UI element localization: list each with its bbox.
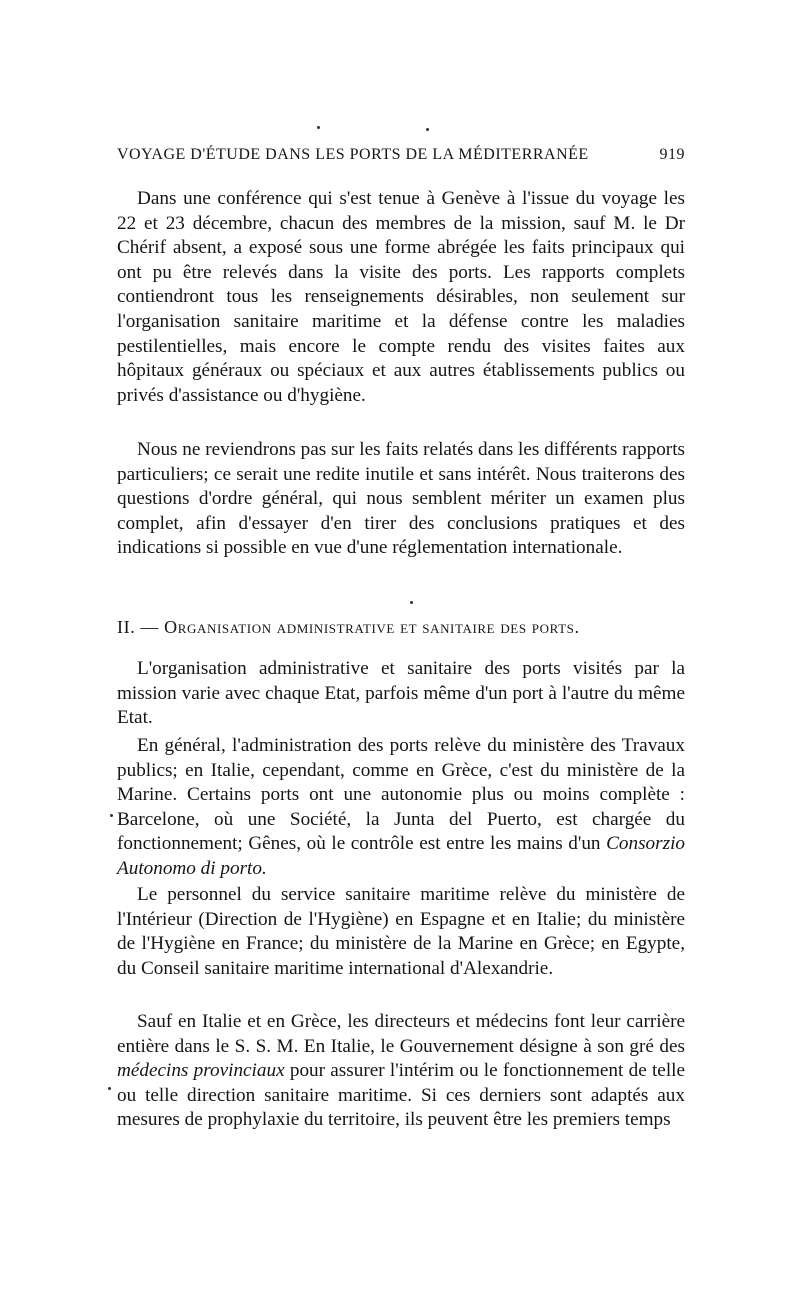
paragraph-personnel: Le personnel du service sanitaire maritime relève du ministère de l'Intérieur (Direction de l'Hygiène) en Espagne et en Italie; du ministère de l'Hygiène en France; du ministère de la Marine en Grèce; en Egypte, du Conseil sanitaire maritime international d'Alexandrie.: [117, 884, 685, 979]
section-heading: [117, 617, 685, 638]
italic-medecins: médecins provinciaux: [117, 1060, 285, 1082]
running-title: VOYAGE D'ÉTUDE DANS LES PORTS DE LA MÉDITERRANÉE: [117, 146, 589, 163]
paragraph-conference: Dans une conférence qui s'est tenue à Genève à l'issue du voyage les 22 et 23 décembre, chacun des membres de la mission, sauf M. le Dr Chérif absent, a exposé sous une forme abrégée les faits principaux qui ont pu être relevés dans la visite des ports. Les rapports complets contiendront tous les renseignements désirables, non seulement sur l'organisation sanitaire maritime et la défense contre les maladies pestilentielles, mais encore le compte rendu des visites faites aux hôpitaux généraux ou spéciaux et aux autres établissements publics ou privés d'assistance ou d'hygiène.: [117, 188, 685, 406]
scan-speck: [108, 1087, 111, 1090]
running-header: [117, 146, 685, 164]
paragraph-general-questions: Nous ne reviendrons pas sur les faits relatés dans les différents rapports particuliers; ce serait une redite inutile et sans intérêt. Nous traiterons des questions d'ordre général, qui nous semblent mériter un examen plus complet, afin d'essayer d'en tirer des conclusions pratiques et des indications si possible en vue d'une réglementation internationale.: [117, 439, 685, 559]
paragraph-organisation: L'organisation administrative et sanitaire des ports visités par la mission varie avec chaque Etat, parfois même d'un port à l'autre du même Etat.: [117, 658, 685, 729]
paragraph-directors-start: Sauf en Italie et en Grèce, les directeurs et médecins font leur carrière entière dans le S. S. M. En Italie, le Gouvernement désigne à son gré des: [117, 1011, 685, 1057]
italic-consorzio: Consorzio Autonomo di porto.: [117, 833, 686, 879]
paragraph-administration-text: En général, l'administration des ports relève du ministère des Travaux publics; en Italie, cependant, comme en Grèce, c'est du ministère de la Marine. Certains ports ont une autonomie plus ou moins complète : Barcelone, où une Société, la Junta del Puerto, est chargée du fonctionnement; Gênes, où le contrôle est entre les mains d'un: [117, 735, 685, 855]
scan-speck: [426, 128, 429, 131]
scan-speck: [317, 126, 320, 129]
section-number: II. —: [117, 617, 159, 637]
page-number: 919: [659, 146, 685, 163]
section-title: Organisation administrative et sanitaire des ports.: [164, 617, 580, 637]
scan-speck: [110, 814, 113, 817]
paragraph-directors-end: pour assurer l'intérim ou le fonctionnement de telle ou telle direction sanitaire maritime. Si ces derniers sont adaptés aux mesures de prophylaxie du territoire, ils peuvent être les premiers temps: [117, 1060, 685, 1131]
paragraph-administration: [117, 734, 685, 882]
paragraph-directors: [117, 1010, 685, 1133]
scan-speck: [410, 601, 413, 604]
